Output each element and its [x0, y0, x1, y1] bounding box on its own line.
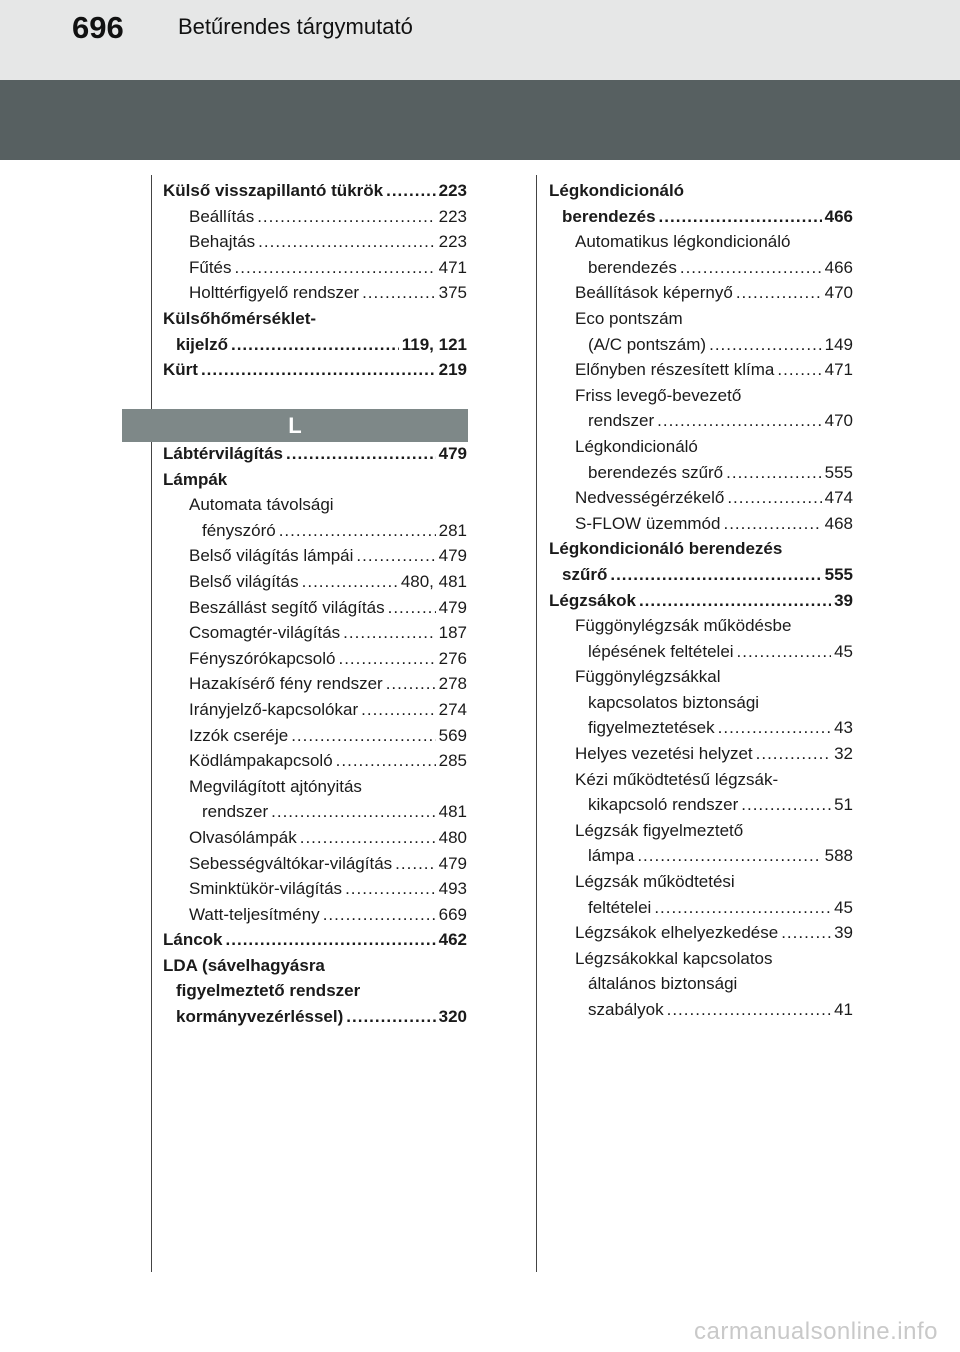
index-entry-term: Csomagtér-világítás: [189, 623, 341, 643]
index-entry: [549, 997, 853, 1023]
index-entry-term: Légkondicionáló: [549, 181, 685, 200]
index-entry: [163, 876, 467, 902]
index-entry-term: Helyes vezetési helyzet: [575, 744, 753, 764]
index-leader-dots: [680, 255, 822, 281]
index-entry-term: kapcsolatos biztonsági: [588, 692, 760, 712]
index-leader-dots: [709, 332, 822, 358]
index-entry-page: 320: [438, 1007, 467, 1027]
index-entry-page: 149: [824, 334, 853, 354]
index-entry-term: Függönylégzsákkal: [575, 667, 721, 687]
index-leader-dots: [338, 646, 435, 672]
index-entry-term: berendezés szűrő: [588, 462, 724, 482]
index-entry: [549, 383, 853, 409]
index-entry-page: 479: [438, 444, 467, 463]
index-entry: [163, 357, 467, 383]
index-entry-page: 480: [438, 827, 467, 847]
index-entry: [549, 408, 853, 434]
index-entry-term: figyelmeztető rendszer: [176, 981, 361, 1001]
index-entry-page: 187: [438, 623, 467, 643]
index-entry-term: berendezés: [588, 257, 677, 277]
index-entry-page: 470: [824, 283, 853, 303]
column-divider-left: [151, 175, 152, 1272]
watermark: carmanualsonline.info: [694, 1318, 938, 1345]
index-entry: [549, 332, 853, 358]
index-leader-dots: [741, 792, 831, 818]
index-entry-term: Függönylégzsák működésbe: [575, 616, 792, 636]
index-entry: [549, 204, 853, 230]
index-entry: [163, 748, 467, 774]
index-entry: [163, 825, 467, 851]
index-entry-term: Belső világítás: [189, 571, 299, 591]
index-entry-page: 480, 481: [400, 571, 467, 591]
index-entry: [163, 492, 467, 518]
index-entry-page: 468: [824, 513, 853, 533]
index-entry-term: fényszóró: [202, 520, 276, 540]
index-entry-page: 223: [438, 181, 467, 200]
index-entry: [549, 280, 853, 306]
index-entry: [549, 460, 853, 486]
index-entry-term: Kézi működtetésű légzsák-: [575, 769, 779, 789]
index-leader-dots: [726, 460, 821, 486]
index-leader-dots: [279, 518, 436, 544]
index-entry-page: 471: [824, 360, 853, 380]
index-entry: [549, 639, 853, 665]
index-entry: [549, 485, 853, 511]
column-divider-right: [536, 175, 537, 1272]
index-entry-term: S-FLOW üzemmód: [575, 513, 721, 533]
index-leader-dots: [395, 851, 435, 877]
index-leader-dots: [736, 280, 822, 306]
index-entry-term: Behajtás: [189, 232, 256, 252]
index-entry: [163, 723, 467, 749]
index-entry: [549, 562, 853, 588]
index-entry-term: Belső világítás lámpái: [189, 546, 354, 566]
index-leader-dots: [323, 902, 436, 928]
index-leader-dots: [637, 843, 821, 869]
index-leader-dots: [201, 357, 436, 383]
index-entry-page: 555: [824, 462, 853, 482]
index-entry-term: szabályok: [588, 1000, 664, 1019]
index-entry: [549, 536, 853, 562]
index-entry-term: figyelmeztetések: [588, 718, 715, 738]
index-entry-term: feltételei: [588, 897, 652, 917]
index-entry-term: Beállítások képernyő: [575, 283, 733, 303]
index-entry: [549, 434, 853, 460]
index-entry-page: 219: [438, 360, 467, 380]
index-entry-page: 45: [834, 897, 853, 917]
index-entry: [549, 229, 853, 255]
index-leader-dots: [388, 595, 436, 621]
index-leader-dots: [639, 588, 831, 614]
index-leader-dots: [777, 357, 821, 383]
index-entry: [549, 178, 853, 204]
index-entry-page: 479: [438, 853, 467, 873]
index-leader-dots: [667, 997, 831, 1023]
index-entry-term: rendszer: [202, 802, 269, 822]
index-entry-term: Beszállást segítő világítás: [189, 597, 385, 617]
index-entry-term: berendezés: [562, 206, 656, 226]
index-leader-dots: [300, 825, 436, 851]
index-leader-dots: [657, 408, 821, 434]
page-number: 696: [72, 10, 124, 45]
index-entry: [163, 229, 467, 255]
index-leader-dots: [231, 332, 399, 358]
index-entry-term: Friss levegő-bevezető: [575, 385, 742, 405]
index-entry: [163, 697, 467, 723]
index-leader-dots: [386, 178, 436, 204]
index-leader-dots: [610, 562, 821, 588]
index-entry-page: 43: [834, 718, 853, 738]
index-entry-term: Légkondicionáló berendezés: [549, 539, 783, 559]
index-leader-dots: [362, 280, 436, 306]
index-entry-page: 281: [438, 520, 467, 540]
index-entry-term: Sebességváltókar-világítás: [189, 853, 393, 873]
index-entry-term: Izzók cseréje: [189, 725, 289, 745]
index-column-right: [549, 178, 853, 1023]
index-entry-term: Automata távolsági: [189, 495, 334, 515]
index-entry-term: Légzsák figyelmeztető: [575, 820, 744, 840]
index-entry-page: 223: [438, 232, 467, 252]
index-entry-term: lépésének feltételei: [588, 641, 734, 661]
index-entry-term: Watt-teljesítmény: [189, 904, 320, 924]
index-entry: [163, 620, 467, 646]
index-leader-dots: [258, 229, 435, 255]
index-leader-dots: [343, 620, 435, 646]
index-entry: [549, 588, 853, 614]
index-entry-page: 45: [834, 641, 853, 661]
index-entry-page: 274: [438, 699, 467, 719]
index-leader-dots: [737, 639, 832, 665]
index-entry-page: 39: [834, 590, 853, 610]
index-entry-term: Lámpák: [163, 469, 228, 489]
index-group-l-continued: [549, 178, 853, 1023]
index-entry: [549, 792, 853, 818]
index-entry-term: általános biztonsági: [588, 974, 738, 994]
index-entry: [163, 851, 467, 877]
index-entry-term: Olvasólámpák: [189, 827, 297, 847]
index-entry-term: Légzsák működtetési: [575, 872, 735, 892]
index-leader-dots: [346, 1004, 435, 1030]
index-entry-page: 39: [834, 923, 853, 943]
index-entry: [163, 204, 467, 230]
index-entry-term: Fűtés: [189, 257, 232, 277]
index-entry-page: 588: [824, 846, 853, 866]
index-entry-term: Beállítás: [189, 206, 255, 226]
header-band: [0, 80, 960, 160]
index-entry: [163, 332, 467, 358]
index-entry-page: 470: [824, 411, 853, 431]
index-entry: [163, 543, 467, 569]
index-entry-term: rendszer: [588, 411, 655, 431]
index-entry: [549, 613, 853, 639]
index-leader-dots: [718, 715, 831, 741]
index-entry-page: 669: [438, 904, 467, 924]
index-leader-dots: [361, 697, 435, 723]
index-leader-dots: [386, 671, 436, 697]
index-entry: [549, 306, 853, 332]
index-entry-term: Automatikus légkondicionáló: [575, 232, 791, 252]
index-entry-term: Sminktükör-világítás: [189, 879, 343, 899]
index-leader-dots: [659, 204, 822, 230]
index-entry: [549, 920, 853, 946]
index-entry-term: lámpa: [588, 846, 635, 866]
index-entry-term: szűrő: [562, 564, 608, 584]
index-entry-term: Láncok: [163, 930, 223, 950]
index-leader-dots: [345, 876, 436, 902]
index-entry-page: 555: [824, 564, 853, 584]
index-entry-term: kikapcsoló rendszer: [588, 795, 739, 815]
index-leader-dots: [235, 255, 436, 281]
index-entry: [549, 715, 853, 741]
index-entry: [549, 946, 853, 972]
index-entry: [163, 774, 467, 800]
index-entry: [549, 869, 853, 895]
index-leader-dots: [727, 485, 821, 511]
index-entry-term: Külsőhőmérséklet-: [163, 308, 317, 328]
index-entry: [163, 927, 467, 953]
index-entry: [163, 569, 467, 595]
index-entry-page: 479: [438, 597, 467, 617]
index-entry-term: Megvilágított ajtónyitás: [189, 776, 362, 796]
index-group-l: [163, 441, 467, 1030]
index-leader-dots: [226, 927, 436, 953]
index-entry-page: 466: [824, 257, 853, 277]
index-entry-page: 481: [438, 802, 467, 822]
index-entry: [163, 1004, 467, 1030]
index-entry-page: 462: [438, 930, 467, 950]
index-entry-term: (A/C pontszám): [588, 334, 707, 354]
index-entry: [549, 767, 853, 793]
index-entry-term: Fényszórókapcsoló: [189, 648, 336, 668]
index-entry-page: 51: [834, 795, 853, 815]
index-entry: [549, 971, 853, 997]
index-entry-term: Légzsákok: [549, 590, 636, 610]
index-entry-term: kijelző: [176, 334, 228, 354]
index-entry: [163, 467, 467, 493]
index-entry-page: 471: [438, 257, 467, 277]
index-entry-term: Lábtérvilágítás: [163, 444, 283, 463]
index-leader-dots: [257, 204, 435, 230]
index-entry-page: 375: [438, 283, 467, 303]
index-leader-dots: [654, 895, 831, 921]
index-entry-term: Holttérfigyelő rendszer: [189, 283, 360, 303]
index-entry: [163, 595, 467, 621]
index-leader-dots: [356, 543, 435, 569]
index-entry-page: 285: [438, 751, 467, 771]
index-entry-term: Légkondicionáló: [575, 436, 698, 456]
index-entry: [163, 953, 467, 979]
index-entry-page: 41: [834, 1000, 853, 1019]
index-entry: [163, 902, 467, 928]
section-letter-bar: L: [122, 409, 468, 442]
index-entry: [549, 357, 853, 383]
index-entry: [549, 255, 853, 281]
index-entry: [163, 646, 467, 672]
index-entry-page: 119, 121: [401, 334, 467, 354]
index-entry: [163, 978, 467, 1004]
page-title: Betűrendes tárgymutató: [178, 14, 413, 39]
index-entry: [549, 664, 853, 690]
index-entry-page: 479: [438, 546, 467, 566]
index-entry-term: LDA (sávelhagyásra: [163, 955, 325, 975]
index-leader-dots: [756, 741, 831, 767]
index-entry: [549, 741, 853, 767]
index-entry: [549, 895, 853, 921]
index-entry-term: Kürt: [163, 360, 198, 380]
index-entry: [163, 671, 467, 697]
index-entry: [163, 441, 467, 467]
index-leader-dots: [271, 799, 435, 825]
index-entry-term: Ködlámpakapcsoló: [189, 751, 333, 771]
index-column-left-lower: [163, 441, 467, 1030]
index-entry-term: Hazakísérő fény rendszer: [189, 674, 383, 694]
index-entry-page: 569: [438, 725, 467, 745]
index-entry-page: 223: [438, 206, 467, 226]
index-entry: [163, 518, 467, 544]
index-entry: [163, 280, 467, 306]
index-entry: [163, 255, 467, 281]
index-entry: [549, 511, 853, 537]
index-entry: [163, 306, 467, 332]
index-entry: [549, 843, 853, 869]
index-entry-term: Eco pontszám: [575, 308, 683, 328]
index-entry-term: Légzsákokkal kapcsolatos: [575, 948, 773, 968]
index-entry-term: Légzsákok elhelyezkedése: [575, 923, 779, 943]
index-leader-dots: [781, 920, 831, 946]
index-entry-term: Irányjelző-kapcsolókar: [189, 699, 359, 719]
index-entry: [163, 178, 467, 204]
index-entry-term: Külső visszapillantó tükrök: [163, 181, 384, 200]
index-entry-term: Előnyben részesített klíma: [575, 360, 775, 380]
index-entry: [549, 818, 853, 844]
index-entry-term: Nedvességérzékelő: [575, 488, 725, 508]
index-entry: [163, 799, 467, 825]
index-entry-page: 474: [824, 488, 853, 508]
index-group-k: [163, 178, 467, 383]
index-leader-dots: [723, 511, 821, 537]
index-column-left: [163, 178, 467, 383]
index-entry-page: 278: [438, 674, 467, 694]
index-leader-dots: [302, 569, 398, 595]
index-entry: [549, 690, 853, 716]
header-top-bar: [0, 0, 960, 80]
index-leader-dots: [286, 441, 436, 467]
index-entry-page: 276: [438, 648, 467, 668]
index-entry-page: 493: [438, 879, 467, 899]
index-entry-page: 466: [824, 206, 853, 226]
index-entry-page: 32: [834, 744, 853, 764]
index-leader-dots: [291, 723, 435, 749]
index-entry-term: kormányvezérléssel): [176, 1007, 344, 1027]
index-leader-dots: [336, 748, 436, 774]
